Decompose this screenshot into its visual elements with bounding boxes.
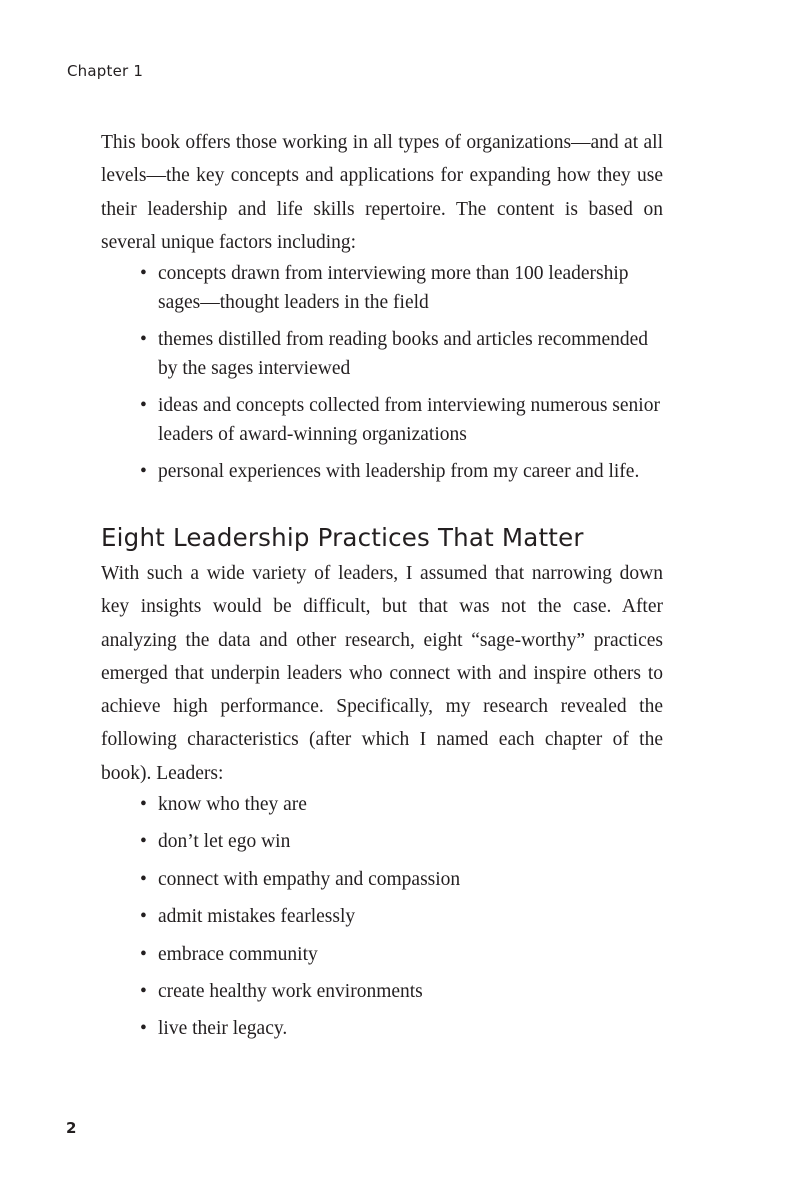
list-item: • create healthy work environments <box>101 977 663 1006</box>
intro-paragraph: This book offers those working in all types of organizations—and at all levels—the key concepts and applications for expanding how they use their leadership and life skills repertoire. The content is based on several unique factors including: <box>101 132 663 253</box>
list-item: • know who they are <box>101 790 663 819</box>
list-item: • ideas and concepts collected from interviewing numerous senior leaders of award-winning organizations <box>101 391 663 449</box>
list-item: • connect with empathy and compassion <box>101 865 663 894</box>
list-item: • concepts drawn from interviewing more than 100 leadership sages—thought leaders in the field <box>101 259 663 317</box>
list-item: • themes distilled from reading books and articles recommended by the sages interviewed <box>101 325 663 383</box>
list-item: • don’t let ego win <box>101 827 663 856</box>
practices-list <box>101 790 663 1043</box>
factors-list <box>101 259 663 486</box>
intro-block <box>101 126 663 494</box>
running-head: Chapter 1 <box>67 62 144 80</box>
list-item: • live their legacy. <box>101 1014 663 1043</box>
list-item: • embrace community <box>101 940 663 969</box>
section-block <box>101 519 663 1052</box>
page-number: 2 <box>66 1119 77 1137</box>
list-item: • admit mistakes fearlessly <box>101 902 663 931</box>
section-paragraph: With such a wide variety of leaders, I assumed that narrowing down key insights would be difficult, but that was not the case. After analyzing the data and other research, eight “sage-worthy” practices emerged that underpin leaders who connect with and inspire others to achieve high performance. Specifically, my research revealed the following characteristics (after which I named each chapter of the book). Leaders: <box>101 563 663 784</box>
list-item: • personal experiences with leadership from my career and life. <box>101 457 663 486</box>
section-heading: Eight Leadership Practices That Matter <box>101 523 584 552</box>
